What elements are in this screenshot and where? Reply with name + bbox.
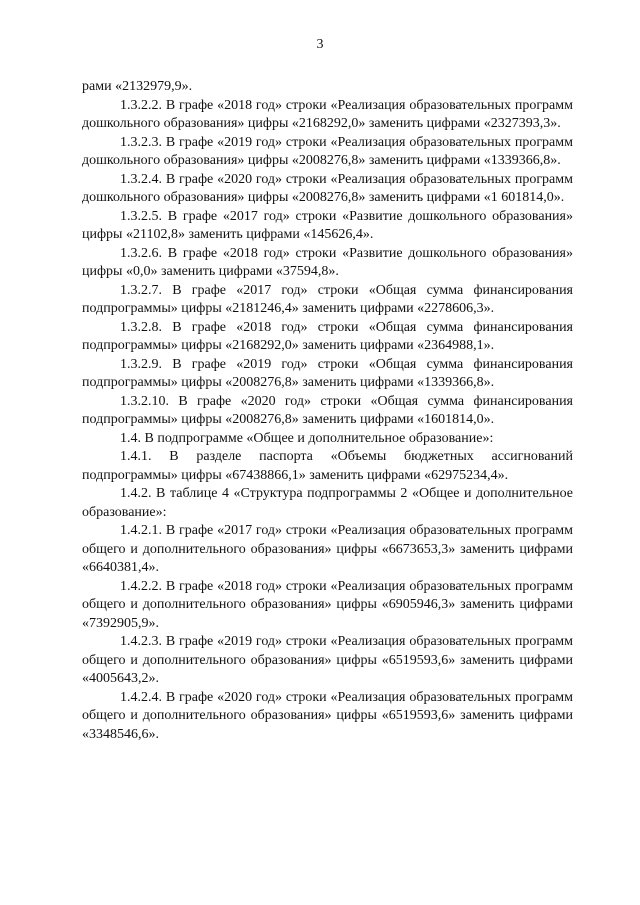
page-number: 3 xyxy=(316,37,324,52)
paragraph: 1.3.2.2. В графе «2018 год» строки «Реализация образовательных программ дошкольного образования» цифры «2168292,0» заменить цифрами «2327393,3». xyxy=(82,97,573,131)
paragraph: рами «2132979,9». xyxy=(82,79,193,94)
paragraph: 1.3.2.9. В графе «2019 год» строки «Общая сумма финансирования подпрограммы» цифры «2008276,8» заменить цифрами «1339366,8». xyxy=(82,356,573,390)
document-body xyxy=(82,78,573,744)
paragraph: 1.3.2.4. В графе «2020 год» строки «Реализация образовательных программ дошкольного образования» цифры «2008276,8» заменить цифрами «1 601814,0». xyxy=(82,171,573,205)
paragraph: 1.4.2.2. В графе «2018 год» строки «Реализация образовательных программ общего и дополнительного образования» цифры «6905946,3» заменить цифрами «7392905,9». xyxy=(82,578,573,631)
paragraph: 1.3.2.8. В графе «2018 год» строки «Общая сумма финансирования подпрограммы» цифры «2168292,0» заменить цифрами «2364988,1». xyxy=(82,319,573,353)
paragraph: 1.3.2.7. В графе «2017 год» строки «Общая сумма финансирования подпрограммы» цифры «2181246,4» заменить цифрами «2278606,3». xyxy=(82,282,573,316)
paragraph: 1.3.2.5. В графе «2017 год» строки «Развитие дошкольного образования» цифры «21102,8» заменить цифрами «145626,4». xyxy=(82,208,573,242)
paragraph: 1.4.1. В разделе паспорта «Объемы бюджетных ассигнований подпрограммы» цифры «67438866,1» заменить цифрами «62975234,4». xyxy=(82,449,573,483)
paragraph: 1.4.2.1. В графе «2017 год» строки «Реализация образовательных программ общего и дополнительного образования» цифры «6673653,3» заменить цифрами «6640381,4». xyxy=(82,523,573,575)
paragraph: 1.4.2.4. В графе «2020 год» строки «Реализация образовательных программ общего и дополнительного образования» цифры «6519593,6» заменить цифрами «3348546,6». xyxy=(82,689,573,742)
paragraph: 1.4.2. В таблице 4 «Структура подпрограммы 2 «Общее и дополнительное образование»: xyxy=(82,486,573,520)
paragraph: 1.3.2.10. В графе «2020 год» строки «Общая сумма финансирования подпрограммы» цифры «2008276,8» заменить цифрами «1601814,0». xyxy=(82,393,573,427)
paragraph: 1.3.2.6. В графе «2018 год» строки «Развитие дошкольного образования» цифры «0,0» заменить цифрами «37594,8». xyxy=(82,245,573,279)
paragraph: 1.4. В подпрограмме «Общее и дополнительное образование»: xyxy=(120,430,494,446)
paragraph: 1.3.2.3. В графе «2019 год» строки «Реализация образовательных программ дошкольного образования» цифры «2008276,8» заменить цифрами «1339366,8». xyxy=(82,134,573,168)
paragraph: 1.4.2.3. В графе «2019 год» строки «Реализация образовательных программ общего и дополнительного образования» цифры «6519593,6» заменить цифрами «4005643,2». xyxy=(82,634,573,686)
